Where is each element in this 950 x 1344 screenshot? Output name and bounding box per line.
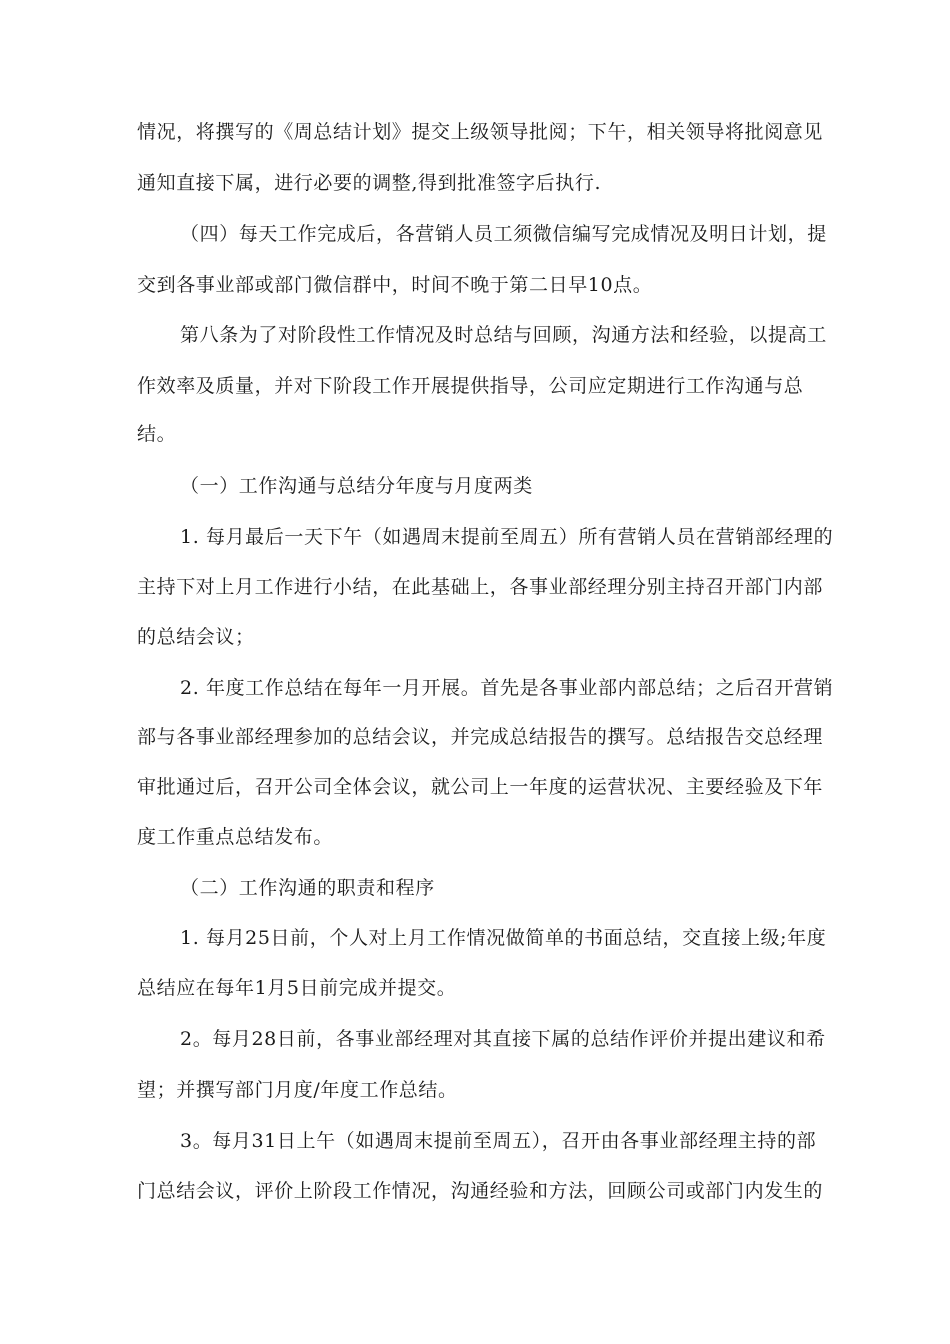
text-line: （四）每天工作完成后，各营销人员工须微信编写完成情况及明日计划，提 [180, 223, 827, 245]
text-line: 作效率及质量，并对下阶段工作开展提供指导，公司应定期进行工作沟通与总 [137, 375, 804, 397]
text-line: 门总结会议，评价上阶段工作情况，沟通经验和方法，回顾公司或部门内发生的 [137, 1180, 824, 1202]
section-heading: （二）工作沟通的职责和程序 [180, 877, 435, 899]
text-line: 望；并撰写部门月度/年度工作总结。 [137, 1079, 458, 1101]
text-line: 3。每月31日上午（如遇周末提前至周五），召开由各事业部经理主持的部 [180, 1130, 817, 1152]
text-line: 第八条为了对阶段性工作情况及时总结与回顾，沟通方法和经验，以提高工 [180, 324, 827, 346]
text-line: 通知直接下属，进行必要的调整,得到批准签字后执行. [137, 172, 602, 194]
text-line: 交到各事业部或部门微信群中，时间不晚于第二日早10点。 [137, 274, 653, 296]
text-line: 2。每月28日前，各事业部经理对其直接下属的总结作评价并提出建议和希 [180, 1028, 826, 1050]
text-line: 的总结会议； [137, 626, 255, 648]
text-line: 结。 [137, 423, 177, 445]
text-line: 总结应在每年1月5日前完成并提交。 [137, 977, 457, 999]
section-heading: （一）工作沟通与总结分年度与月度两类 [180, 475, 533, 497]
text-line: 情况，将撰写的《周总结计划》提交上级领导批阅；下午，相关领导将批阅意见 [137, 121, 824, 143]
text-line: 度工作重点总结发布。 [137, 826, 334, 848]
text-line: 部与各事业部经理参加的总结会议，并完成总结报告的撰写。总结报告交总经理 [137, 726, 824, 748]
text-line: 2. 年度工作总结在每年一月开展。首先是各事业部内部总结；之后召开营销 [180, 677, 834, 699]
text-line: 1. 每月25日前，个人对上月工作情况做简单的书面总结，交直接上级;年度 [180, 927, 827, 949]
text-line: 1. 每月最后一天下午（如遇周末提前至周五）所有营销人员在营销部经理的 [180, 526, 834, 548]
text-line: 审批通过后，召开公司全体会议，就公司上一年度的运营状况、主要经验及下年 [137, 776, 824, 798]
text-line: 主持下对上月工作进行小结，在此基础上，各事业部经理分别主持召开部门内部 [137, 576, 824, 598]
